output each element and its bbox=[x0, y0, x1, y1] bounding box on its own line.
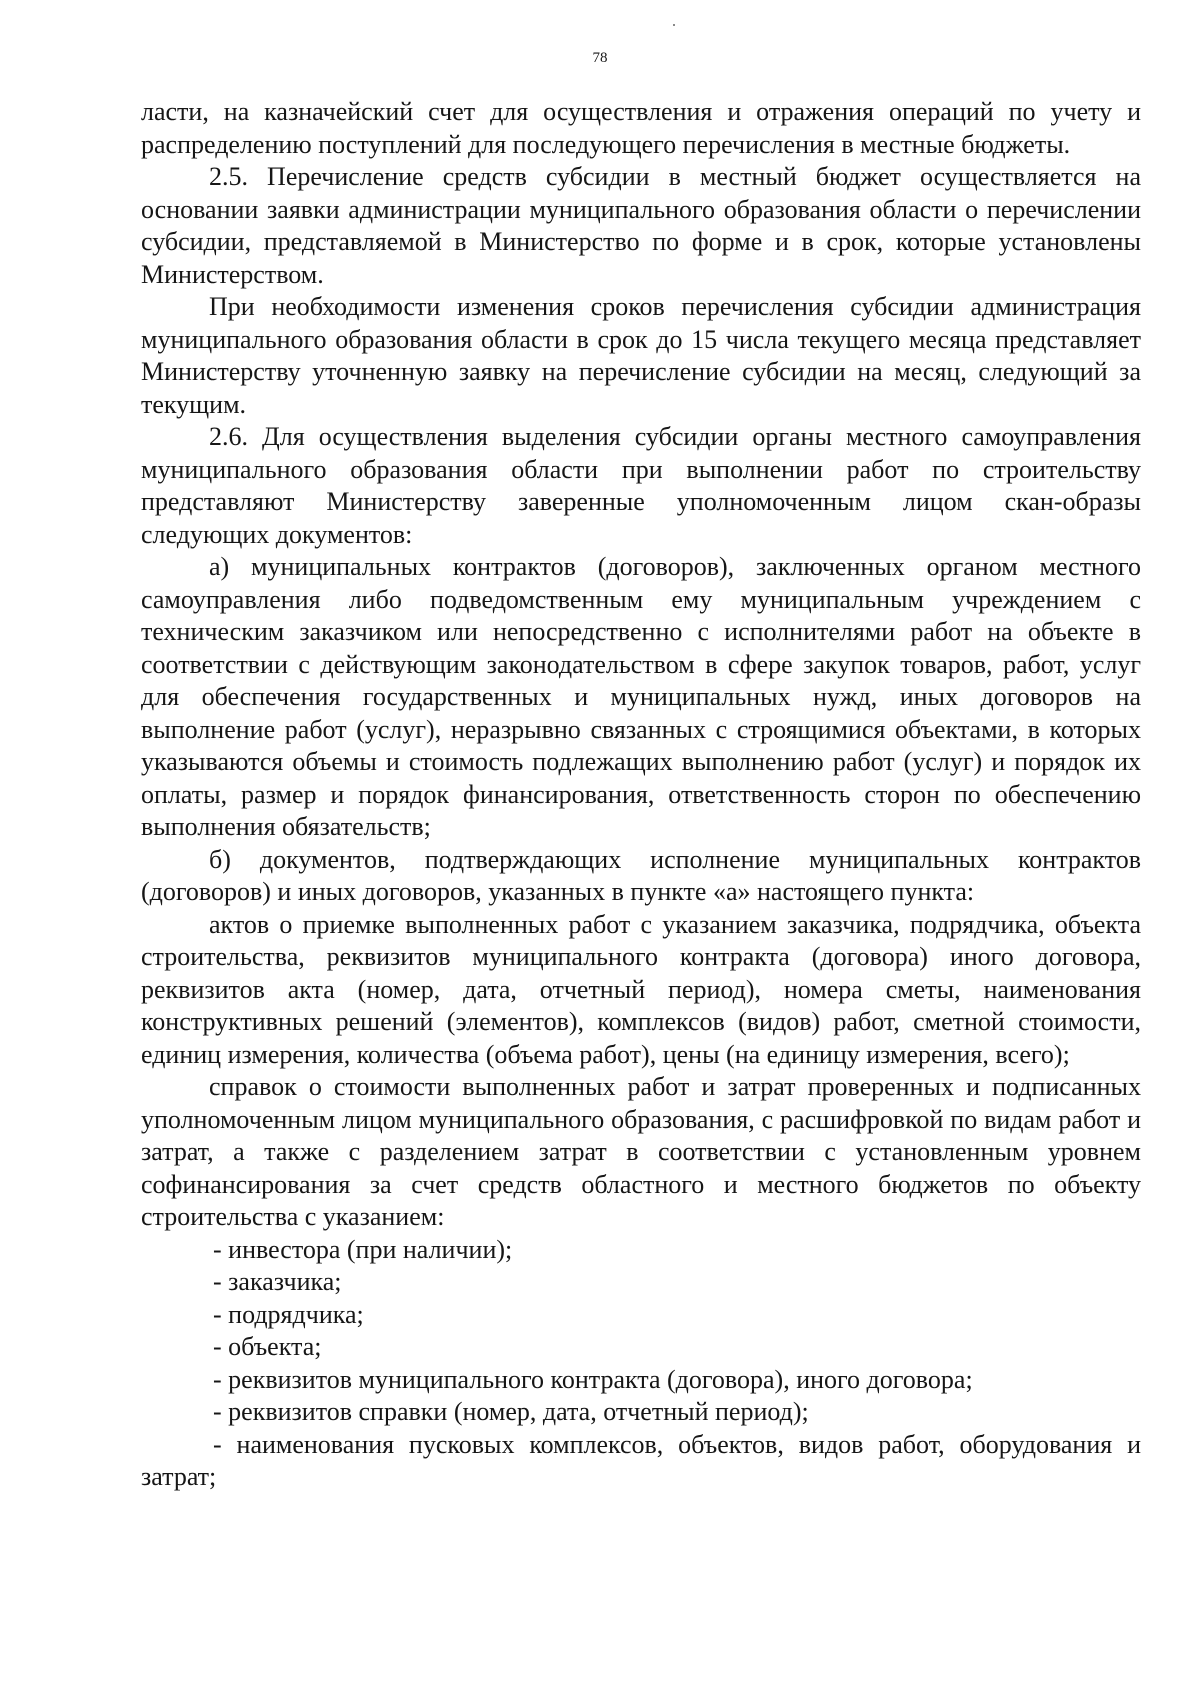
paragraph-certificates: справок о стоимости выполненных работ и затрат проверенных и подписанных уполномоченным лицом муниципального образования, с расшифровкой по видам работ и затрат, а также с разделением затрат в соответствии с установленным уровнем софинансирования за счет средств областного и местного бюджетов по объекту строительства с указанием: bbox=[141, 1072, 1141, 1231]
list-item: - подрядчика; bbox=[213, 1299, 364, 1329]
paragraph-item-a: а) муниципальных контрактов (договоров), заключенных органом местного самоуправления либо подведомственным ему муниципальным учреждением с техническим заказчиком или непосредственно с исполнителями работ на объекте в соответствии с действующим законодательством в сфере закупок товаров, работ, услуг для обеспечения государственных и муниципальных нужд, иных договоров на выполнение работ (услуг), неразрывно связанных с строящимися объектами, в которых указываются объемы и стоимость подлежащих выполнению работ (услуг) и порядок их оплаты, размер и порядок финансирования, ответственность сторон по обеспечению выполнения обязательств; bbox=[141, 552, 1141, 841]
page-number: 78 bbox=[592, 50, 608, 66]
paragraph-item-b: б) документов, подтверждающих исполнение муниципальных контрактов (договоров) и иных договоров, указанных в пункте «а» настоящего пункта: bbox=[141, 844, 1141, 906]
list-item: - реквизитов муниципального контракта (договора), иного договора; bbox=[213, 1364, 973, 1394]
scan-artifact-dot bbox=[673, 24, 675, 26]
list-item: - инвестора (при наличии); bbox=[213, 1234, 513, 1264]
document-body bbox=[141, 96, 1141, 1494]
paragraph-2-5: 2.5. Перечисление средств субсидии в местный бюджет осуществляется на основании заявки администрации муниципального образования области о перечислении субсидии, представляемой в Министерство по форме и в срок, которые установлены Министерством. bbox=[141, 162, 1141, 289]
list-item: - заказчика; bbox=[213, 1267, 342, 1296]
list-item: - наименования пусковых комплексов, объектов, видов работ, оборудования и затрат; bbox=[141, 1429, 1141, 1491]
paragraph-continuation: ласти, на казначейский счет для осуществления и отражения операций по учету и распределению поступлений для последующего перечисления в местные бюджеты. bbox=[141, 97, 1141, 159]
paragraph-2-6: 2.6. Для осуществления выделения субсидии органы местного самоуправления муниципального образования области при выполнении работ по строительству представляют Министерству заверенные уполномоченным лицом скан-образы следующих документов: bbox=[141, 422, 1141, 549]
list-item: - объекта; bbox=[213, 1332, 322, 1361]
paragraph-deadline-change: При необходимости изменения сроков перечисления субсидии администрация муниципального образования области в срок до 15 числа текущего месяца представляет Министерству уточненную заявку на перечисление субсидии на месяц, следующий за текущим. bbox=[141, 292, 1141, 419]
list-item: - реквизитов справки (номер, дата, отчетный период); bbox=[213, 1397, 809, 1426]
paragraph-acts: актов о приемке выполненных работ с указанием заказчика, подрядчика, объекта строительства, реквизитов муниципального контракта (договора) иного договора, реквизитов акта (номер, дата, отчетный период), номера сметы, наименования конструктивных решений (элементов), комплексов (видов) работ, сметной стоимости, единиц измерения, количества (объема работ), цены (на единицу измерения, всего); bbox=[141, 909, 1141, 1069]
